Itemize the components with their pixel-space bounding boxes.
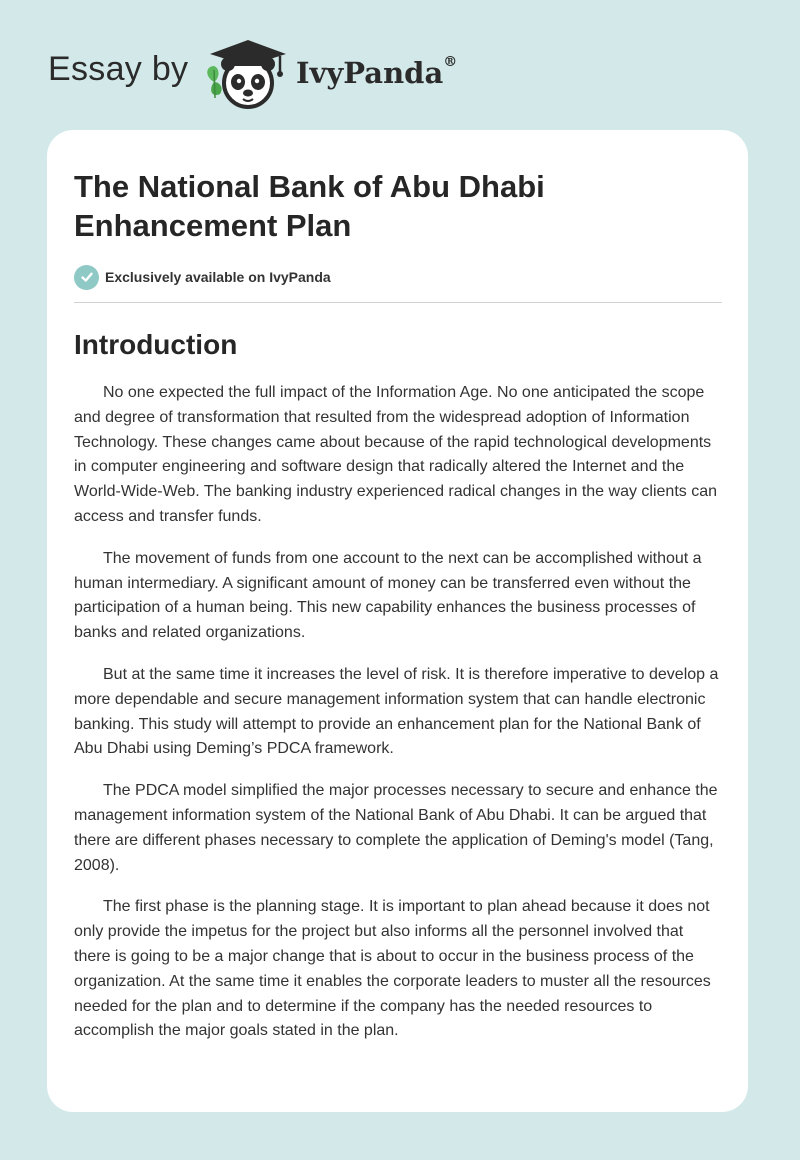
check-icon: [74, 265, 99, 290]
badge-text: Exclusively available on IvyPanda: [105, 269, 331, 285]
article-title: The National Bank of Abu Dhabi Enhancement Plan: [74, 169, 545, 243]
section-heading: Introduction: [74, 329, 238, 360]
paragraph: The movement of funds from one account to the next can be accomplished without a human intermediary. A significant amount of money can be transferred even without the participation of a human being. This new capability enhances the business processes of banks and related organizations.: [74, 549, 702, 642]
article-body: [74, 381, 722, 1044]
brand-name[interactable]: IvyPanda®: [296, 54, 458, 90]
article-card: [47, 130, 748, 1112]
brand-prefix: Essay by: [48, 50, 189, 88]
paragraph: The first phase is the planning stage. It is important to plan ahead because it does not only provide the impetus for the project but also informs all the personnel involved that there is going to be a major change that is about to occur in the business process of the organization. At the same time it enables the corporate leaders to muster all the resources needed for the plan and to determine if the company has the needed resources to accomplish the major goals stated in the plan.: [74, 898, 711, 1040]
paragraph: No one expected the full impact of the Information Age. No one anticipated the scope and degree of transformation that resulted from the widespread adoption of Information Technology. These changes came about because of the rapid technological developments in computer engineering and software design that radically altered the Internet and the World-Wide-Web. The banking industry experienced radical changes in the way clients can access and transfer funds.: [74, 384, 717, 525]
panda-graduation-cap-icon[interactable]: [200, 36, 292, 110]
site-header: [0, 0, 800, 130]
paragraph: But at the same time it increases the level of risk. It is therefore imperative to develop a more dependable and secure management information system that can handle electronic banking. This study will attempt to provide an enhancement plan for the National Bank of Abu Dhabi using Deming’s PDCA framework.: [74, 665, 719, 758]
trademark-symbol: ®: [443, 54, 458, 70]
divider: [74, 302, 722, 303]
exclusive-badge: [74, 263, 722, 291]
paragraph: The PDCA model simplified the major processes necessary to secure and enhance the management information system of the National Bank of Abu Dhabi. It can be argued that there are different phases necessary to complete the application of Deming's model (Tang, 2008).: [74, 782, 718, 874]
